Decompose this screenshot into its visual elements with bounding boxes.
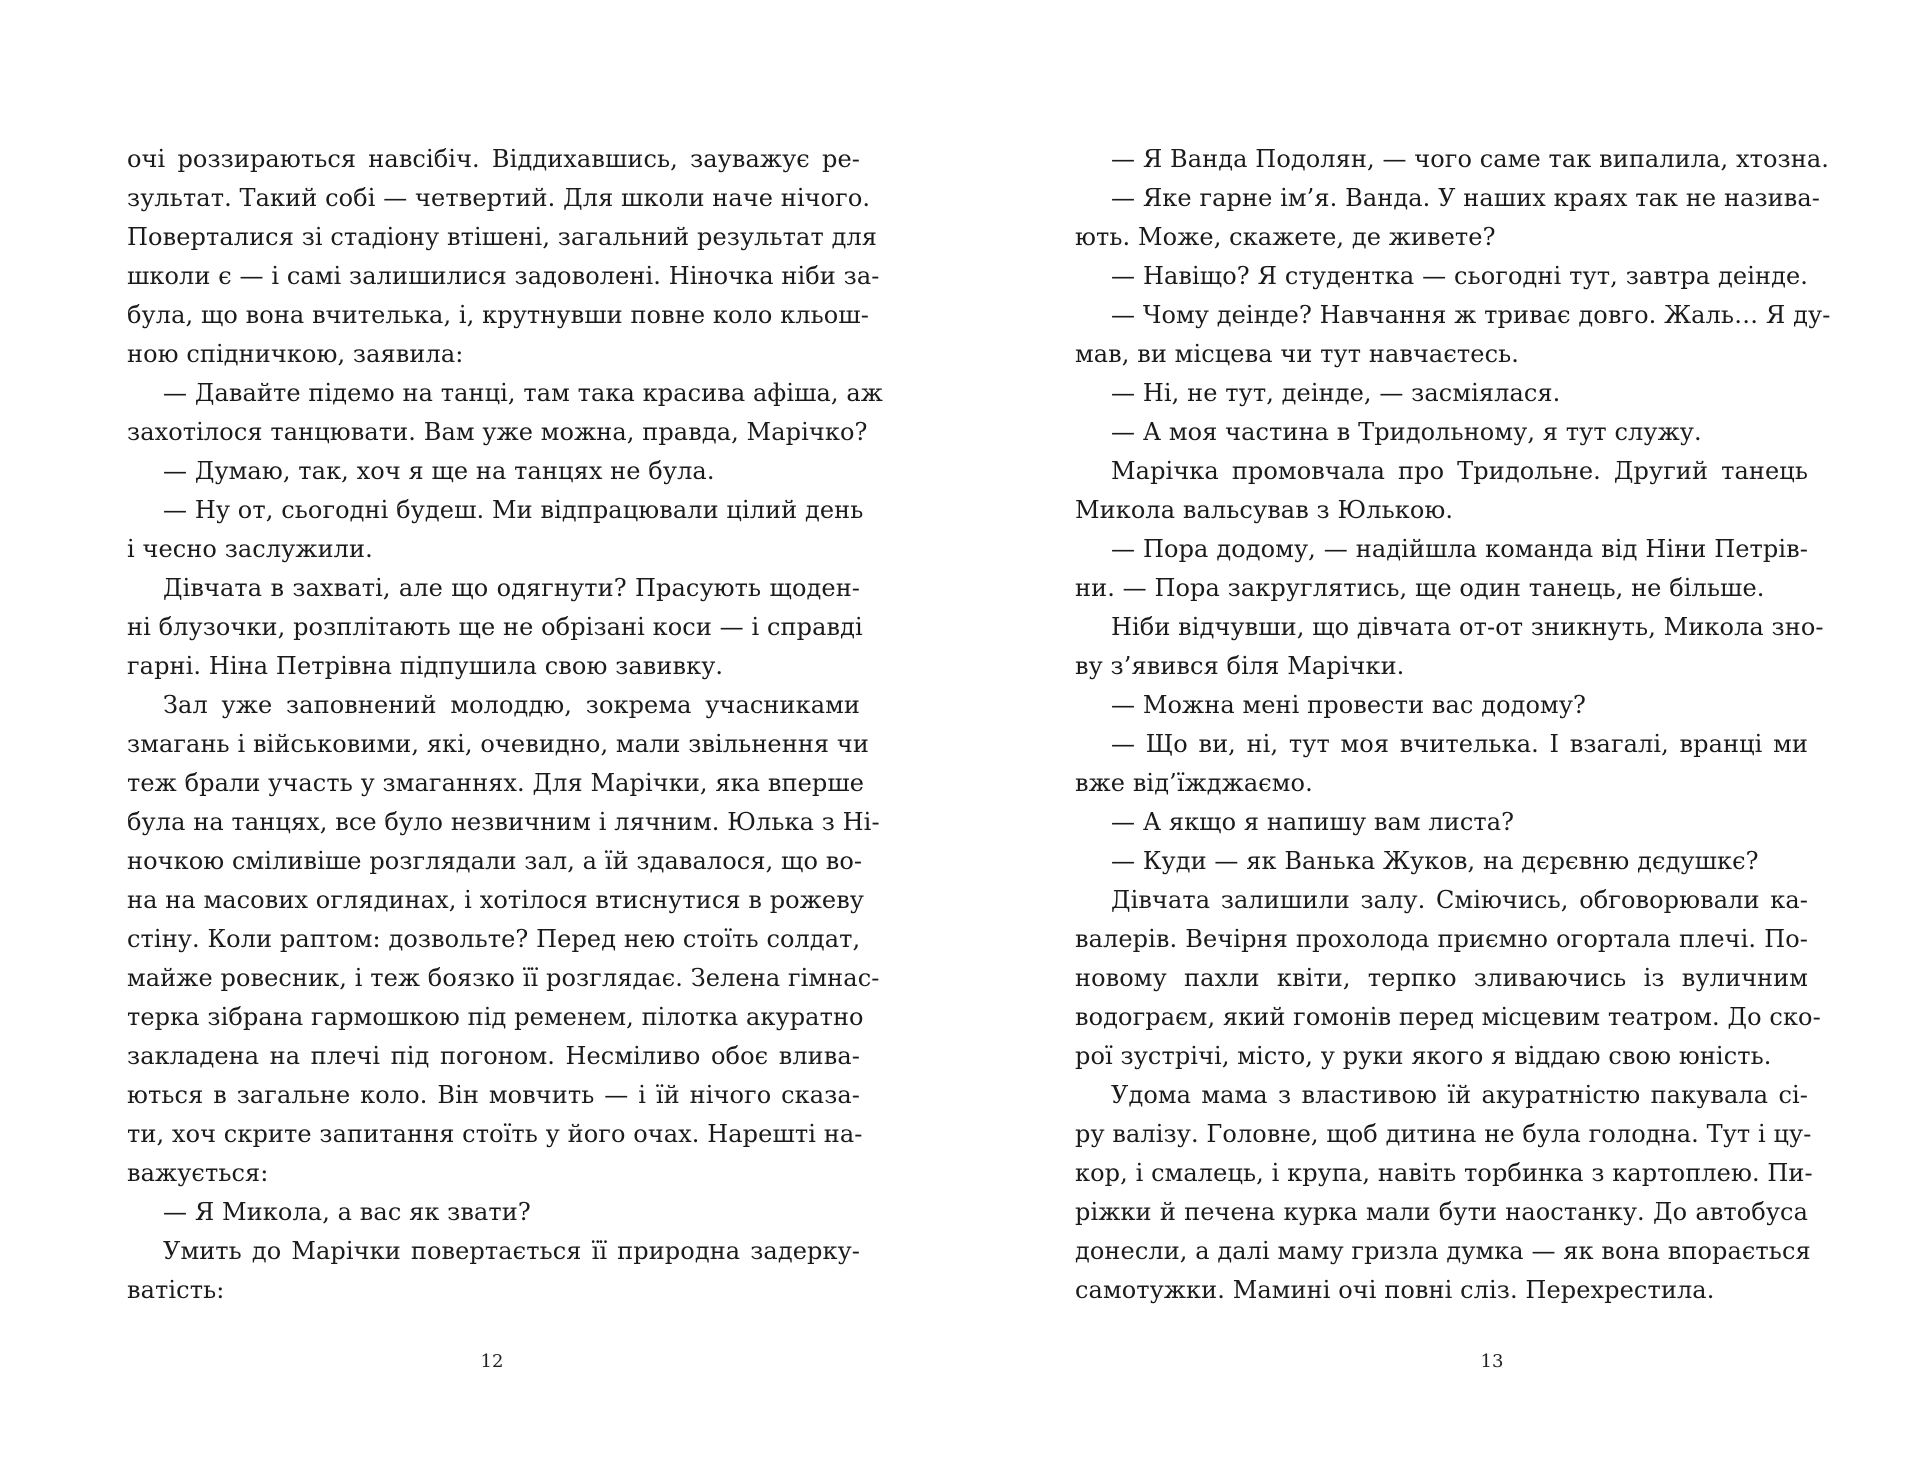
- text-line: на на масових оглядинах, і хотілося втиснутися в рожеву: [127, 886, 865, 914]
- text-line: — Ні, не тут, деінде, — засміялася.: [1111, 379, 1561, 407]
- text-line: рої зустрічі, місто, у руки якого я віддаю свою юність.: [1075, 1042, 1772, 1070]
- text-line: — Ну от, сьогодні будеш. Ми відпрацювали цілий день: [163, 496, 864, 524]
- text-line: — Давайте підемо на танці, там така красива афіша, аж: [163, 379, 883, 407]
- text-line: новому пахли квіти, терпко зливаючись із вуличним: [1075, 964, 1808, 992]
- text-line: ву з’явився біля Марічки.: [1075, 652, 1405, 680]
- text-line: гарні. Ніна Петрівна підпушила свою завивку.: [127, 652, 724, 680]
- text-line: терка зібрана гармошкою під ременем, пілотка акуратно: [127, 1003, 864, 1031]
- text-line: — Чому деінде? Навчання ж триває довго. Жаль… Я ду-: [1111, 301, 1831, 329]
- text-line: ні блузочки, розплітають ще не обрізані коси — і справді: [127, 613, 863, 641]
- text-line: — Куди — як Ванька Жуков, на дєрєвню дєдушкє?: [1111, 847, 1759, 875]
- text-line: ватість:: [127, 1276, 225, 1304]
- text-line: стіну. Коли раптом: дозвольте? Перед нею стоїть солдат,: [127, 925, 861, 953]
- text-line: — Я Ванда Подолян, — чого саме так випалила, хтозна.: [1111, 145, 1829, 173]
- text-line: була на танцях, все було незвичним і лячним. Юлька з Ні-: [127, 808, 880, 836]
- text-line: — Я Микола, а вас як звати?: [163, 1198, 531, 1226]
- text-line: школи є — і самі залишилися задоволені. Ніночка ніби за-: [127, 262, 880, 290]
- left-page-number: 12: [480, 1351, 504, 1372]
- text-line: ни. — Пора закруглятись, ще один танець, не більше.: [1075, 574, 1765, 602]
- text-line: вже від’їжджаємо.: [1075, 769, 1313, 797]
- text-line: ночкою сміливіше розглядали зал, а їй здавалося, що во-: [127, 847, 863, 875]
- text-line: Дівчата залишили залу. Сміючись, обговорювали ка-: [1111, 886, 1808, 914]
- text-line: Удома мама з властивою їй акуратністю пакувала сі-: [1111, 1081, 1808, 1109]
- text-line: — Що ви, ні, тут моя вчителька. І взагалі, вранці ми: [1111, 730, 1808, 758]
- text-line: донесли, а далі маму гризла думка — як вона впорається: [1075, 1237, 1811, 1265]
- text-line: ються в загальне коло. Він мовчить — і їй нічого сказа-: [127, 1081, 860, 1109]
- text-line: була, що вона вчителька, і, крутнувши повне коло кльош-: [127, 301, 869, 329]
- text-line: — Можна мені провести вас додому?: [1111, 691, 1587, 719]
- text-line: ру валізу. Головне, щоб дитина не була голодна. Тут і цу-: [1075, 1120, 1812, 1148]
- text-line: Микола вальсував з Юлькою.: [1075, 496, 1454, 524]
- text-line: ти, хоч скрите запитання стоїть у його очах. Нарешті на-: [127, 1120, 863, 1148]
- text-line: — А якщо я напишу вам листа?: [1111, 808, 1515, 836]
- right-page: [960, 0, 1920, 1477]
- text-line: Ніби відчувши, що дівчата от-от зникнуть, Микола зно-: [1111, 613, 1824, 641]
- text-line: Поверталися зі стадіону втішені, загальний результат для: [127, 223, 878, 251]
- text-line: змагань і військовими, які, очевидно, мали звільнення чи: [127, 730, 869, 758]
- text-line: Зал уже заповнений молоддю, зокрема учасниками: [163, 691, 860, 719]
- text-line: закладена на плечі під погоном. Несміливо обоє влива-: [127, 1042, 860, 1070]
- text-line: майже ровесник, і теж боязко її розглядає. Зелена гімнас-: [127, 964, 880, 992]
- text-line: ють. Може, скажете, де живете?: [1075, 223, 1496, 251]
- text-line: ріжки й печена курка мали бути наостанку. До автобуса: [1075, 1198, 1808, 1226]
- text-line: Умить до Марічки повертається її природна задерку-: [163, 1237, 860, 1265]
- text-line: Марічка промовчала про Тридольне. Другий танець: [1111, 457, 1808, 485]
- text-line: — Навіщо? Я студентка — сьогодні тут, завтра деінде.: [1111, 262, 1808, 290]
- text-line: захотілося танцювати. Вам уже можна, правда, Марічко?: [127, 418, 868, 446]
- text-line: водограєм, який гомонів перед місцевим театром. До ско-: [1075, 1003, 1821, 1031]
- text-line: самотужки. Мамині очі повні сліз. Перехрестила.: [1075, 1276, 1715, 1304]
- text-line: зультат. Такий собі — четвертий. Для школи наче нічого.: [127, 184, 871, 212]
- text-line: — Яке гарне ім’я. Ванда. У наших краях так не назива-: [1111, 184, 1820, 212]
- right-page-number: 13: [1480, 1351, 1504, 1372]
- text-line: кор, і смалець, і крупа, навіть торбинка з картоплею. Пи-: [1075, 1159, 1813, 1187]
- text-line: — Думаю, так, хоч я ще на танцях не була.: [163, 457, 715, 485]
- text-line: ною спідничкою, заявила:: [127, 340, 464, 368]
- text-line: і чесно заслужили.: [127, 535, 373, 563]
- text-line: мав, ви місцева чи тут навчаєтесь.: [1075, 340, 1520, 368]
- text-line: Дівчата в захваті, але що одягнути? Прасують щоден-: [163, 574, 860, 602]
- left-page-text: [127, 140, 883, 1310]
- text-line: — А моя частина в Тридольному, я тут служу.: [1111, 418, 1702, 446]
- right-page-text: [1075, 140, 1831, 1310]
- text-line: теж брали участь у змаганнях. Для Марічки, яка вперше: [127, 769, 865, 797]
- text-line: очі роззираються навсібіч. Віддихавшись, зауважує ре-: [127, 145, 860, 173]
- text-line: валерів. Вечірня прохолода приємно огортала плечі. По-: [1075, 925, 1808, 953]
- text-line: важується:: [127, 1159, 269, 1187]
- text-line: — Пора додому, — надійшла команда від Ніни Петрів-: [1111, 535, 1808, 563]
